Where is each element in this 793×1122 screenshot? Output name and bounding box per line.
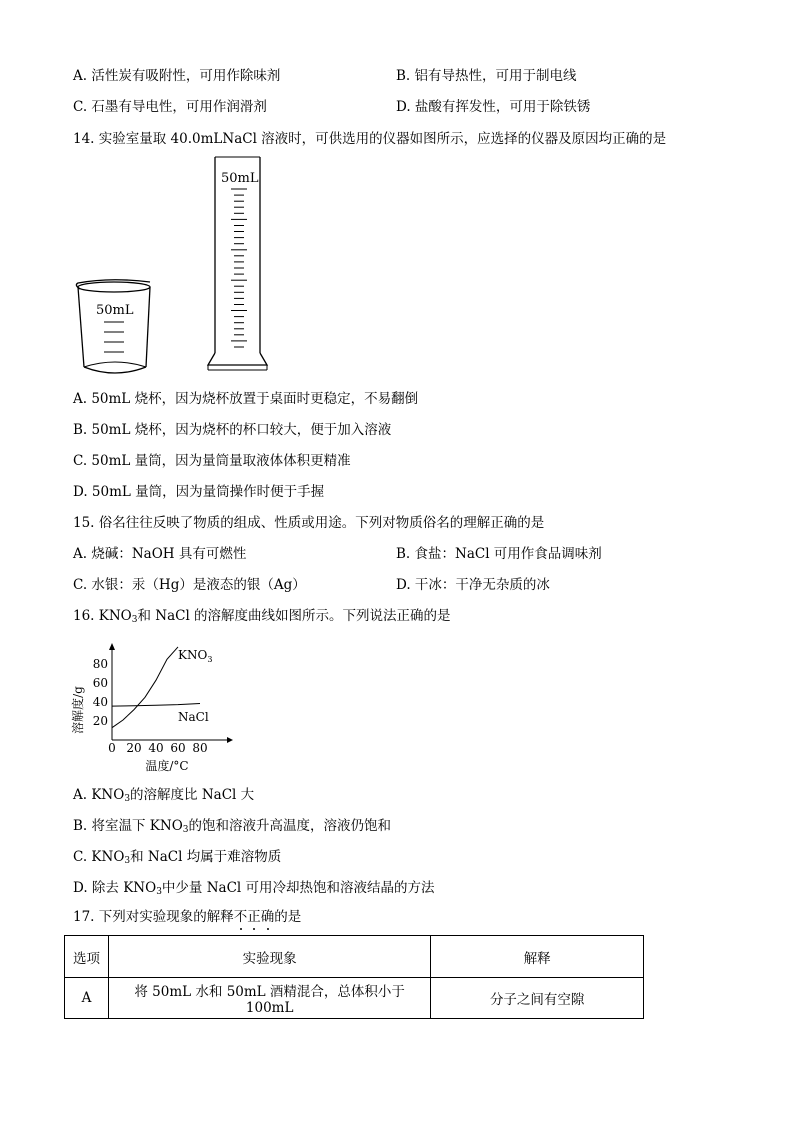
table-cell: 将 50mL 水和 50mL 酒精混合，总体积小于 100mL: [108, 978, 430, 1019]
series-label-subscript: 3: [207, 655, 213, 664]
q17-stem: [73, 908, 301, 926]
q16-option-d: [73, 879, 435, 897]
q16-option-d-suffix: 中少量 NaCl 可用冷却热饱和溶液结晶的方法: [161, 880, 435, 896]
q15-option-c: C. 水银：汞（Hg）是液态的银（Ag）: [73, 577, 306, 593]
q16-option-c: [73, 848, 281, 866]
x-tick-label: 40: [148, 741, 164, 755]
x-axis-label: 温度/°C: [145, 759, 189, 773]
q14-option-b: B. 50mL 烧杯，因为烧杯的杯口较大，便于加入溶液: [73, 422, 392, 438]
q16-option-d-sub: 3: [156, 887, 162, 897]
series-line-kno3: [112, 647, 178, 728]
q16-stem: [73, 607, 451, 625]
q16-option-c-sub: 3: [124, 856, 131, 866]
q14-option-d: D. 50mL 量筒，因为量筒操作时便于手握: [73, 484, 325, 500]
q16-option-b-prefix: B. 将室温下 KNO: [73, 818, 183, 834]
q17-stem-prefix: 17. 下列对实验现象的解释: [73, 909, 234, 925]
q16-option-a-sub: 3: [124, 794, 131, 804]
table-header-cell: 选项: [65, 936, 109, 978]
q15-option-d: D. 干冰：干净无杂质的冰: [396, 577, 550, 593]
q16-option-c-suffix: 和 NaCl 均属于难溶物质: [130, 849, 282, 865]
q13-option-c: C. 石墨有导电性，可用作润滑剂: [73, 99, 267, 115]
cylinder-label: 50mL: [221, 171, 259, 186]
series-label-kno3: $KNO_3$: [178, 648, 213, 664]
beaker-label: 50mL: [96, 303, 134, 318]
solubility-chart: [68, 640, 238, 780]
q16-option-b-sub: 3: [182, 825, 189, 835]
cylinder-graduations: [231, 189, 247, 347]
y-axis-label: 溶解度/g: [71, 686, 85, 734]
table-cell: A: [65, 978, 109, 1019]
q16-stem-sub: 3: [131, 615, 138, 625]
q13-option-d: D. 盐酸有挥发性，可用于除铁锈: [396, 99, 591, 115]
q14-option-c: C. 50mL 量筒，因为量筒量取液体体积更精准: [73, 453, 351, 469]
beaker-figure: [70, 275, 170, 385]
table-cell: 分子之间有空隙: [431, 978, 644, 1019]
chart-axes: [109, 643, 233, 743]
q15-option-b: B. 食盐：NaCl 可用作食品调味剂: [396, 546, 602, 562]
table-header-row: [65, 936, 644, 978]
x-tick-label: 0: [108, 741, 116, 755]
graduated-cylinder-figure: [205, 155, 275, 380]
q16-option-b-suffix: 的饱和溶液升高温度，溶液仍饱和: [188, 818, 391, 834]
q17-stem-suffix: 的是: [274, 909, 302, 925]
table-header-cell: 解释: [431, 936, 644, 978]
y-tick-label: 40: [92, 695, 108, 709]
q17-table: [64, 935, 644, 1019]
q16-stem-prefix: 16. KNO: [73, 608, 132, 624]
q17-emphasis-char-3: 确: [260, 909, 275, 925]
table-row: [65, 978, 644, 1019]
q16-option-a-suffix: 的溶解度比 NaCl 大: [130, 787, 255, 803]
x-tick-label: 80: [192, 741, 208, 755]
y-tick-label: 20: [92, 714, 108, 728]
q16-option-a: [73, 786, 254, 804]
q17-emphasis-char-2: 正: [247, 909, 261, 925]
q13-option-a: A. 活性炭有吸附性，可用作除味剂: [73, 68, 281, 84]
y-tick-label: 60: [92, 676, 108, 690]
y-axis-arrow: [109, 643, 115, 650]
q16-option-c-prefix: C. KNO: [73, 849, 125, 865]
q15-stem: 15. 俗名往往反映了物质的组成、性质或用途。下列对物质俗名的理解正确的是: [73, 515, 545, 531]
q14-option-a: A. 50mL 烧杯，因为烧杯放置于桌面时更稳定，不易翻倒: [73, 391, 419, 407]
q16-stem-suffix: 和 NaCl 的溶解度曲线如图所示。下列说法正确的是: [137, 608, 451, 624]
y-tick-label: 80: [92, 657, 108, 671]
x-tick-label: 60: [170, 741, 186, 755]
q13-option-b: B. 铝有导热性，可用于制电线: [396, 68, 577, 84]
table-header-cell: 实验现象: [108, 936, 430, 978]
series-line-nacl: [112, 704, 200, 707]
q16-option-a-prefix: A. KNO: [73, 787, 125, 803]
q17-emphasis-char-1: 不: [233, 909, 248, 925]
q16-option-d-prefix: D. 除去 KNO: [73, 880, 157, 896]
q16-option-b: [73, 817, 391, 835]
x-tick-label: 20: [126, 741, 142, 755]
x-axis-arrow: [227, 737, 233, 743]
series-label-nacl: NaCl: [178, 710, 209, 724]
q15-option-a: A. 烧碱：NaOH 具有可燃性: [73, 546, 247, 562]
q14-stem: 14. 实验室量取 40.0mLNaCl 溶液时，可供选用的仪器如图所示，应选择的仪器及原因均正确的是: [73, 131, 667, 147]
